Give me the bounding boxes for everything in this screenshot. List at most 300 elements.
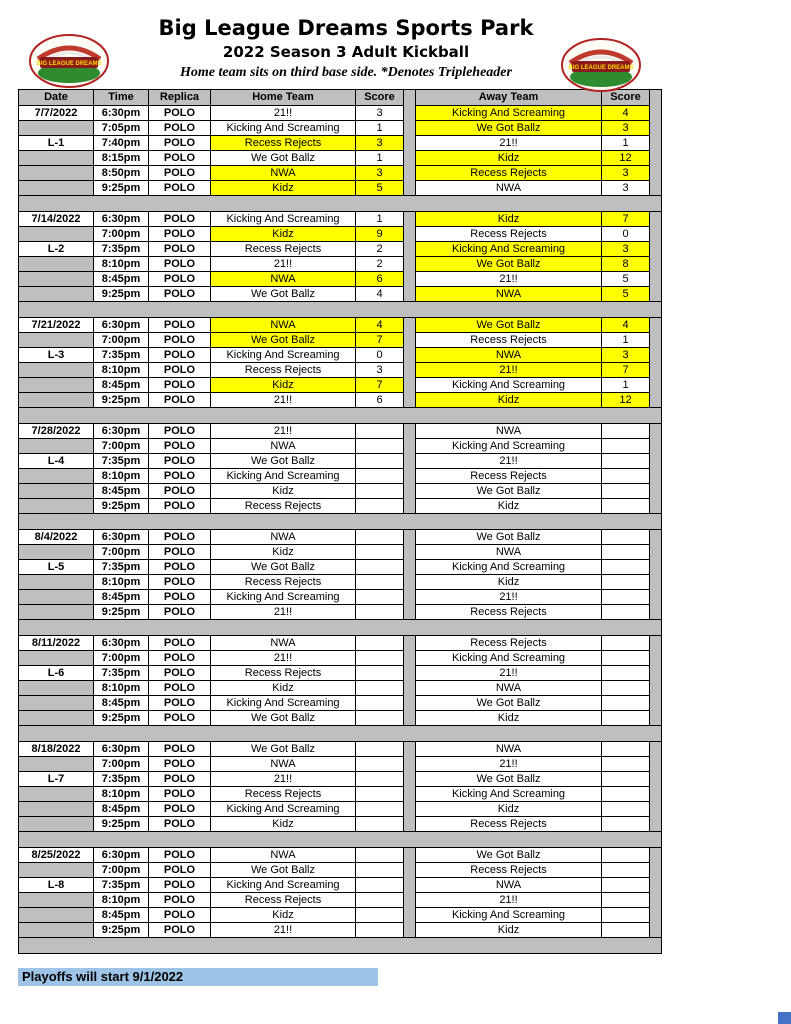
replica-cell: POLO bbox=[149, 923, 211, 938]
edge-cell bbox=[650, 363, 662, 378]
week-date-cell: 7/28/2022 bbox=[19, 424, 94, 439]
date-filler-cell bbox=[19, 757, 94, 772]
col-header-date: Date bbox=[19, 90, 94, 106]
date-filler-cell bbox=[19, 393, 94, 408]
league-number-cell: L-6 bbox=[19, 666, 94, 681]
away-team-cell: Recess Rejects bbox=[416, 469, 602, 484]
game-row bbox=[19, 333, 662, 348]
away-score-cell: 3 bbox=[602, 181, 650, 196]
home-score-cell: 1 bbox=[356, 212, 404, 227]
home-score-cell bbox=[356, 454, 404, 469]
time-cell: 9:25pm bbox=[94, 499, 149, 514]
divider-cell bbox=[404, 121, 416, 136]
time-cell: 8:10pm bbox=[94, 363, 149, 378]
home-team-cell: Recess Rejects bbox=[211, 787, 356, 802]
home-score-cell: 5 bbox=[356, 181, 404, 196]
away-score-cell bbox=[602, 651, 650, 666]
game-row bbox=[19, 893, 662, 908]
home-team-cell: 21!! bbox=[211, 605, 356, 620]
away-team-cell: We Got Ballz bbox=[416, 772, 602, 787]
replica-cell: POLO bbox=[149, 560, 211, 575]
away-score-cell: 3 bbox=[602, 166, 650, 181]
time-cell: 7:00pm bbox=[94, 333, 149, 348]
time-cell: 7:35pm bbox=[94, 878, 149, 893]
away-score-cell bbox=[602, 893, 650, 908]
replica-cell: POLO bbox=[149, 484, 211, 499]
date-filler-cell bbox=[19, 121, 94, 136]
home-score-cell bbox=[356, 499, 404, 514]
game-row bbox=[19, 136, 662, 151]
away-team-cell: 21!! bbox=[416, 136, 602, 151]
week-spacer-row bbox=[19, 832, 662, 848]
away-team-cell: NWA bbox=[416, 742, 602, 757]
game-row bbox=[19, 363, 662, 378]
home-team-cell: 21!! bbox=[211, 772, 356, 787]
divider-cell bbox=[404, 651, 416, 666]
week-date-cell: 8/25/2022 bbox=[19, 848, 94, 863]
away-score-cell bbox=[602, 863, 650, 878]
big-league-dreams-logo-icon bbox=[28, 33, 110, 90]
col-header-divider bbox=[404, 90, 416, 106]
divider-cell bbox=[404, 257, 416, 272]
edge-cell bbox=[650, 878, 662, 893]
week-spacer-row bbox=[19, 514, 662, 530]
away-team-cell: Kicking And Screaming bbox=[416, 560, 602, 575]
game-row bbox=[19, 757, 662, 772]
divider-cell bbox=[404, 287, 416, 302]
home-score-cell bbox=[356, 469, 404, 484]
away-team-cell: Recess Rejects bbox=[416, 605, 602, 620]
time-cell: 8:10pm bbox=[94, 681, 149, 696]
replica-cell: POLO bbox=[149, 848, 211, 863]
league-number-cell: L-1 bbox=[19, 136, 94, 151]
away-team-cell: NWA bbox=[416, 545, 602, 560]
home-score-cell bbox=[356, 757, 404, 772]
away-score-cell bbox=[602, 469, 650, 484]
away-team-cell: Kidz bbox=[416, 393, 602, 408]
date-filler-cell bbox=[19, 893, 94, 908]
time-cell: 9:25pm bbox=[94, 817, 149, 832]
divider-cell bbox=[404, 378, 416, 393]
home-score-cell bbox=[356, 590, 404, 605]
away-score-cell: 7 bbox=[602, 363, 650, 378]
week-spacer bbox=[19, 620, 662, 636]
away-score-cell bbox=[602, 742, 650, 757]
col-header-home-score: Score bbox=[356, 90, 404, 106]
league-number-cell: L-2 bbox=[19, 242, 94, 257]
game-row bbox=[19, 560, 662, 575]
replica-cell: POLO bbox=[149, 893, 211, 908]
date-filler-cell bbox=[19, 863, 94, 878]
away-team-cell: NWA bbox=[416, 681, 602, 696]
away-team-cell: Kidz bbox=[416, 212, 602, 227]
home-team-cell: NWA bbox=[211, 530, 356, 545]
edge-cell bbox=[650, 711, 662, 726]
home-team-cell: Kidz bbox=[211, 908, 356, 923]
date-filler-cell bbox=[19, 151, 94, 166]
edge-cell bbox=[650, 136, 662, 151]
time-cell: 6:30pm bbox=[94, 106, 149, 121]
away-team-cell: NWA bbox=[416, 424, 602, 439]
time-cell: 8:50pm bbox=[94, 166, 149, 181]
away-score-cell: 8 bbox=[602, 257, 650, 272]
home-team-cell: 21!! bbox=[211, 257, 356, 272]
edge-cell bbox=[650, 772, 662, 787]
divider-cell bbox=[404, 393, 416, 408]
home-score-cell: 7 bbox=[356, 378, 404, 393]
home-team-cell: NWA bbox=[211, 318, 356, 333]
time-cell: 9:25pm bbox=[94, 393, 149, 408]
divider-cell bbox=[404, 333, 416, 348]
divider-cell bbox=[404, 772, 416, 787]
away-team-cell: Kicking And Screaming bbox=[416, 378, 602, 393]
home-team-cell: Kicking And Screaming bbox=[211, 878, 356, 893]
game-row bbox=[19, 605, 662, 620]
replica-cell: POLO bbox=[149, 227, 211, 242]
time-cell: 8:45pm bbox=[94, 908, 149, 923]
away-team-cell: Recess Rejects bbox=[416, 333, 602, 348]
home-score-cell bbox=[356, 681, 404, 696]
away-score-cell bbox=[602, 439, 650, 454]
divider-cell bbox=[404, 636, 416, 651]
time-cell: 8:45pm bbox=[94, 590, 149, 605]
home-team-cell: Kicking And Screaming bbox=[211, 121, 356, 136]
edge-cell bbox=[650, 318, 662, 333]
divider-cell bbox=[404, 878, 416, 893]
divider-cell bbox=[404, 318, 416, 333]
time-cell: 6:30pm bbox=[94, 318, 149, 333]
edge-cell bbox=[650, 636, 662, 651]
away-team-cell: 21!! bbox=[416, 893, 602, 908]
replica-cell: POLO bbox=[149, 636, 211, 651]
edge-cell bbox=[650, 560, 662, 575]
home-score-cell bbox=[356, 711, 404, 726]
playoffs-text: Playoffs will start 9/1/2022 bbox=[22, 969, 184, 984]
week-spacer-row bbox=[19, 408, 662, 424]
edge-cell bbox=[650, 454, 662, 469]
edge-cell bbox=[650, 590, 662, 605]
home-score-cell bbox=[356, 908, 404, 923]
replica-cell: POLO bbox=[149, 863, 211, 878]
replica-cell: POLO bbox=[149, 711, 211, 726]
away-team-cell: Kidz bbox=[416, 711, 602, 726]
edge-cell bbox=[650, 484, 662, 499]
away-score-cell bbox=[602, 787, 650, 802]
home-score-cell bbox=[356, 605, 404, 620]
game-row bbox=[19, 242, 662, 257]
game-row bbox=[19, 651, 662, 666]
time-cell: 8:45pm bbox=[94, 802, 149, 817]
away-score-cell: 3 bbox=[602, 242, 650, 257]
schedule-body bbox=[19, 106, 662, 954]
replica-cell: POLO bbox=[149, 272, 211, 287]
away-team-cell: Kicking And Screaming bbox=[416, 106, 602, 121]
game-row bbox=[19, 348, 662, 363]
home-score-cell bbox=[356, 666, 404, 681]
home-team-cell: Kidz bbox=[211, 484, 356, 499]
time-cell: 6:30pm bbox=[94, 636, 149, 651]
away-score-cell bbox=[602, 696, 650, 711]
date-filler-cell bbox=[19, 575, 94, 590]
away-team-cell: Kicking And Screaming bbox=[416, 242, 602, 257]
home-team-cell: We Got Ballz bbox=[211, 454, 356, 469]
home-team-cell: 21!! bbox=[211, 106, 356, 121]
corner-mark bbox=[778, 1012, 791, 1024]
divider-cell bbox=[404, 166, 416, 181]
replica-cell: POLO bbox=[149, 378, 211, 393]
league-number-cell: L-4 bbox=[19, 454, 94, 469]
home-score-cell: 3 bbox=[356, 363, 404, 378]
edge-cell bbox=[650, 348, 662, 363]
time-cell: 7:35pm bbox=[94, 666, 149, 681]
replica-cell: POLO bbox=[149, 605, 211, 620]
game-row bbox=[19, 636, 662, 651]
away-team-cell: We Got Ballz bbox=[416, 318, 602, 333]
time-cell: 6:30pm bbox=[94, 742, 149, 757]
away-score-cell bbox=[602, 923, 650, 938]
away-score-cell: 1 bbox=[602, 378, 650, 393]
replica-cell: POLO bbox=[149, 802, 211, 817]
away-score-cell bbox=[602, 454, 650, 469]
edge-cell bbox=[650, 393, 662, 408]
col-header-away-team: Away Team bbox=[416, 90, 602, 106]
game-row bbox=[19, 696, 662, 711]
home-team-cell: Kidz bbox=[211, 181, 356, 196]
home-team-cell: NWA bbox=[211, 636, 356, 651]
date-filler-cell bbox=[19, 469, 94, 484]
away-score-cell: 12 bbox=[602, 393, 650, 408]
edge-cell bbox=[650, 287, 662, 302]
away-team-cell: 21!! bbox=[416, 272, 602, 287]
away-team-cell: Kicking And Screaming bbox=[416, 439, 602, 454]
game-row bbox=[19, 151, 662, 166]
game-row bbox=[19, 878, 662, 893]
away-team-cell: We Got Ballz bbox=[416, 257, 602, 272]
date-filler-cell bbox=[19, 590, 94, 605]
time-cell: 7:00pm bbox=[94, 545, 149, 560]
edge-cell bbox=[650, 575, 662, 590]
time-cell: 8:10pm bbox=[94, 893, 149, 908]
time-cell: 7:40pm bbox=[94, 136, 149, 151]
away-team-cell: We Got Ballz bbox=[416, 121, 602, 136]
edge-cell bbox=[650, 696, 662, 711]
away-score-cell: 7 bbox=[602, 212, 650, 227]
divider-cell bbox=[404, 499, 416, 514]
away-score-cell bbox=[602, 908, 650, 923]
away-score-cell bbox=[602, 878, 650, 893]
home-score-cell bbox=[356, 424, 404, 439]
away-score-cell bbox=[602, 560, 650, 575]
replica-cell: POLO bbox=[149, 318, 211, 333]
home-team-cell: Recess Rejects bbox=[211, 242, 356, 257]
away-score-cell bbox=[602, 484, 650, 499]
replica-cell: POLO bbox=[149, 166, 211, 181]
home-score-cell bbox=[356, 893, 404, 908]
home-score-cell bbox=[356, 802, 404, 817]
replica-cell: POLO bbox=[149, 908, 211, 923]
away-team-cell: Recess Rejects bbox=[416, 227, 602, 242]
home-score-cell: 4 bbox=[356, 318, 404, 333]
away-team-cell: NWA bbox=[416, 287, 602, 302]
home-team-cell: Kidz bbox=[211, 378, 356, 393]
home-score-cell bbox=[356, 787, 404, 802]
week-date-cell: 8/4/2022 bbox=[19, 530, 94, 545]
date-filler-cell bbox=[19, 908, 94, 923]
divider-cell bbox=[404, 530, 416, 545]
home-score-cell bbox=[356, 484, 404, 499]
divider-cell bbox=[404, 908, 416, 923]
replica-cell: POLO bbox=[149, 393, 211, 408]
game-row bbox=[19, 318, 662, 333]
date-filler-cell bbox=[19, 333, 94, 348]
away-score-cell bbox=[602, 817, 650, 832]
divider-cell bbox=[404, 439, 416, 454]
away-team-cell: 21!! bbox=[416, 757, 602, 772]
home-score-cell: 2 bbox=[356, 257, 404, 272]
week-spacer bbox=[19, 302, 662, 318]
edge-cell bbox=[650, 257, 662, 272]
replica-cell: POLO bbox=[149, 212, 211, 227]
away-team-cell: NWA bbox=[416, 181, 602, 196]
replica-cell: POLO bbox=[149, 287, 211, 302]
home-score-cell bbox=[356, 878, 404, 893]
replica-cell: POLO bbox=[149, 136, 211, 151]
col-header-home-team: Home Team bbox=[211, 90, 356, 106]
edge-cell bbox=[650, 530, 662, 545]
time-cell: 7:35pm bbox=[94, 348, 149, 363]
replica-cell: POLO bbox=[149, 348, 211, 363]
home-team-cell: Kidz bbox=[211, 545, 356, 560]
divider-cell bbox=[404, 742, 416, 757]
date-filler-cell bbox=[19, 817, 94, 832]
edge-cell bbox=[650, 439, 662, 454]
divider-cell bbox=[404, 787, 416, 802]
league-number-cell: L-8 bbox=[19, 878, 94, 893]
date-filler-cell bbox=[19, 499, 94, 514]
game-row bbox=[19, 863, 662, 878]
game-row bbox=[19, 742, 662, 757]
away-team-cell: 21!! bbox=[416, 666, 602, 681]
away-score-cell: 1 bbox=[602, 333, 650, 348]
home-score-cell: 3 bbox=[356, 136, 404, 151]
edge-cell bbox=[650, 802, 662, 817]
away-score-cell: 4 bbox=[602, 106, 650, 121]
week-spacer-row bbox=[19, 726, 662, 742]
home-score-cell: 4 bbox=[356, 287, 404, 302]
away-score-cell bbox=[602, 575, 650, 590]
replica-cell: POLO bbox=[149, 106, 211, 121]
time-cell: 9:25pm bbox=[94, 287, 149, 302]
replica-cell: POLO bbox=[149, 696, 211, 711]
edge-cell bbox=[650, 469, 662, 484]
home-team-cell: NWA bbox=[211, 848, 356, 863]
home-score-cell bbox=[356, 651, 404, 666]
home-team-cell: Kicking And Screaming bbox=[211, 590, 356, 605]
home-team-cell: Kidz bbox=[211, 817, 356, 832]
divider-cell bbox=[404, 863, 416, 878]
away-team-cell: Recess Rejects bbox=[416, 817, 602, 832]
time-cell: 6:30pm bbox=[94, 848, 149, 863]
home-team-cell: Kidz bbox=[211, 681, 356, 696]
away-score-cell: 3 bbox=[602, 348, 650, 363]
edge-cell bbox=[650, 863, 662, 878]
home-team-cell: We Got Ballz bbox=[211, 863, 356, 878]
date-filler-cell bbox=[19, 363, 94, 378]
game-row bbox=[19, 817, 662, 832]
away-score-cell bbox=[602, 545, 650, 560]
date-filler-cell bbox=[19, 484, 94, 499]
home-score-cell: 6 bbox=[356, 272, 404, 287]
home-score-cell bbox=[356, 575, 404, 590]
divider-cell bbox=[404, 590, 416, 605]
divider-cell bbox=[404, 136, 416, 151]
time-cell: 7:35pm bbox=[94, 560, 149, 575]
edge-cell bbox=[650, 681, 662, 696]
edge-cell bbox=[650, 227, 662, 242]
col-header-edge bbox=[650, 90, 662, 106]
away-score-cell bbox=[602, 590, 650, 605]
date-filler-cell bbox=[19, 227, 94, 242]
home-score-cell bbox=[356, 530, 404, 545]
time-cell: 8:10pm bbox=[94, 257, 149, 272]
game-row bbox=[19, 787, 662, 802]
date-filler-cell bbox=[19, 605, 94, 620]
divider-cell bbox=[404, 227, 416, 242]
away-team-cell: We Got Ballz bbox=[416, 484, 602, 499]
away-score-cell bbox=[602, 802, 650, 817]
playoffs-banner bbox=[18, 968, 378, 986]
week-spacer-row bbox=[19, 302, 662, 318]
game-row bbox=[19, 227, 662, 242]
away-team-cell: Recess Rejects bbox=[416, 863, 602, 878]
edge-cell bbox=[650, 817, 662, 832]
league-number-cell: L-5 bbox=[19, 560, 94, 575]
replica-cell: POLO bbox=[149, 439, 211, 454]
edge-cell bbox=[650, 742, 662, 757]
divider-cell bbox=[404, 848, 416, 863]
col-header-replica: Replica bbox=[149, 90, 211, 106]
time-cell: 8:45pm bbox=[94, 484, 149, 499]
time-cell: 9:25pm bbox=[94, 181, 149, 196]
replica-cell: POLO bbox=[149, 757, 211, 772]
home-score-cell: 3 bbox=[356, 166, 404, 181]
time-cell: 8:10pm bbox=[94, 469, 149, 484]
away-score-cell bbox=[602, 681, 650, 696]
away-score-cell bbox=[602, 666, 650, 681]
time-cell: 8:10pm bbox=[94, 575, 149, 590]
replica-cell: POLO bbox=[149, 363, 211, 378]
edge-cell bbox=[650, 212, 662, 227]
league-number-cell: L-3 bbox=[19, 348, 94, 363]
league-number-cell: L-7 bbox=[19, 772, 94, 787]
replica-cell: POLO bbox=[149, 469, 211, 484]
away-score-cell bbox=[602, 605, 650, 620]
home-score-cell: 3 bbox=[356, 106, 404, 121]
time-cell: 8:15pm bbox=[94, 151, 149, 166]
game-row bbox=[19, 848, 662, 863]
away-team-cell: 21!! bbox=[416, 590, 602, 605]
divider-cell bbox=[404, 545, 416, 560]
away-score-cell: 0 bbox=[602, 227, 650, 242]
game-row bbox=[19, 287, 662, 302]
logo-text: BIG LEAGUE DREAMS bbox=[36, 61, 102, 67]
home-team-cell: 21!! bbox=[211, 393, 356, 408]
divider-cell bbox=[404, 893, 416, 908]
away-score-cell bbox=[602, 711, 650, 726]
replica-cell: POLO bbox=[149, 545, 211, 560]
home-score-cell bbox=[356, 439, 404, 454]
replica-cell: POLO bbox=[149, 878, 211, 893]
